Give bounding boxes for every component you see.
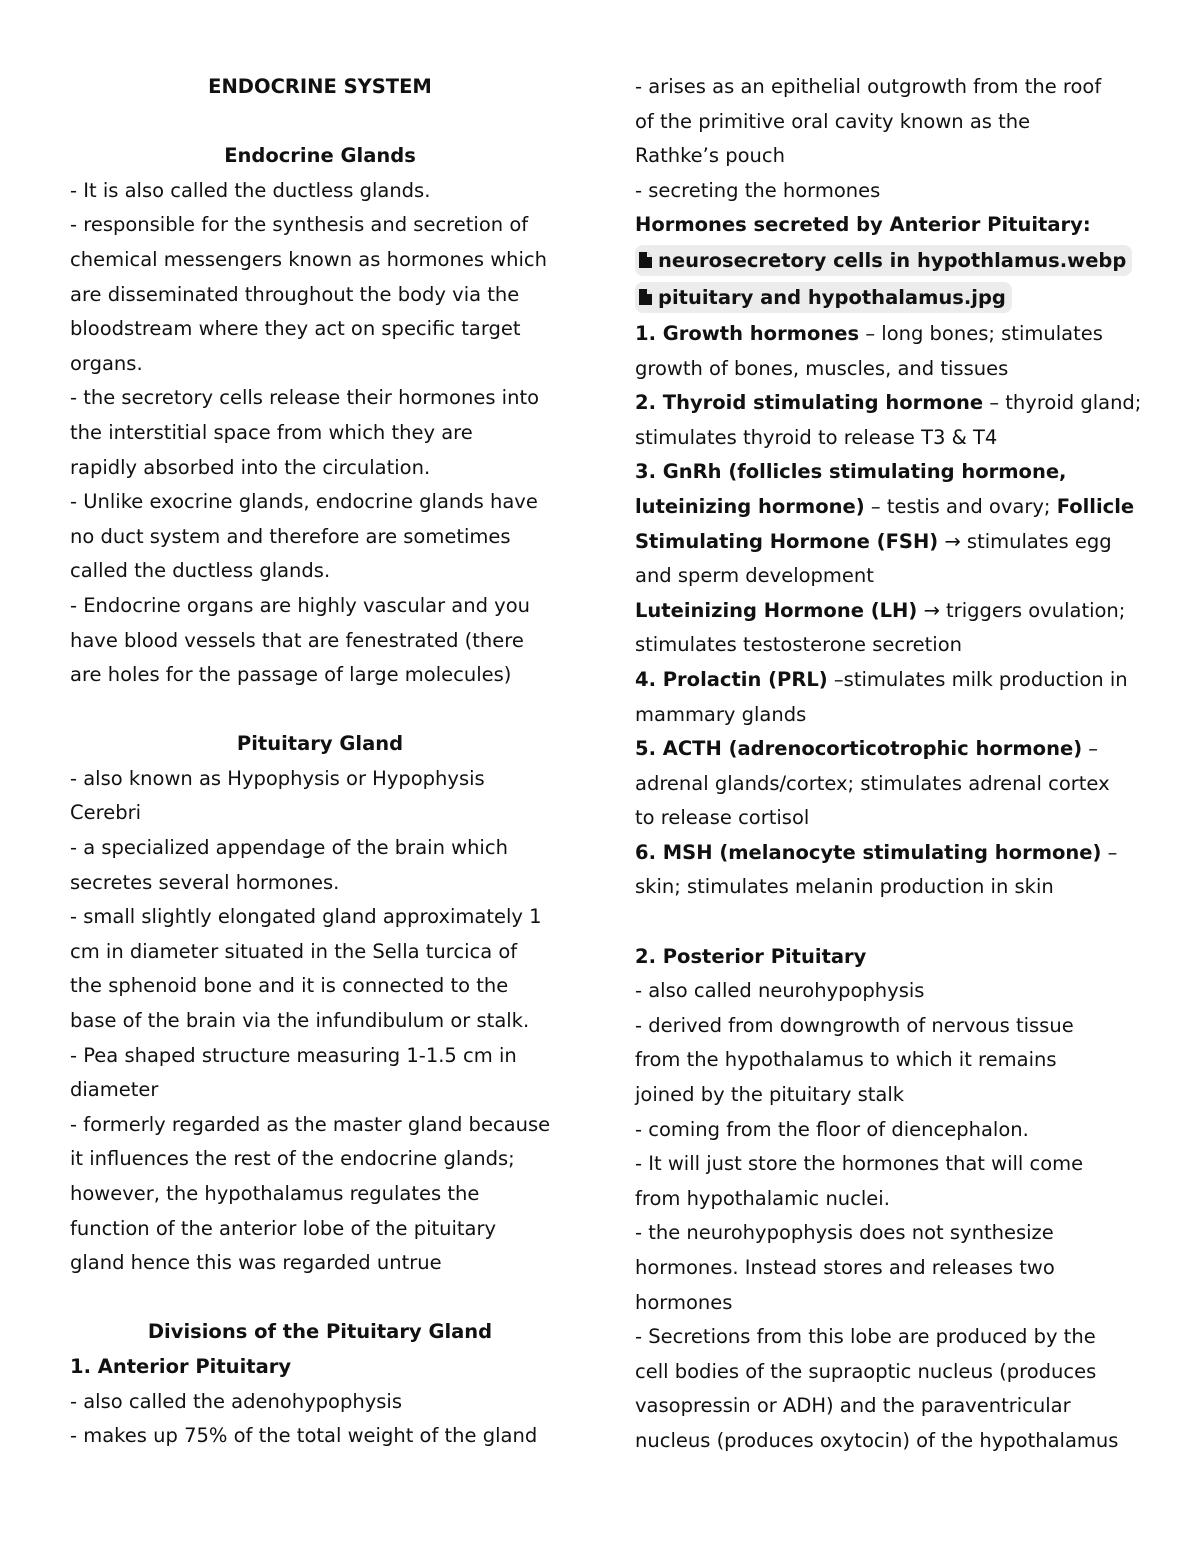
section-heading-endocrine-glands: Endocrine Glands: [224, 144, 416, 168]
text-line: have blood vessels that are fenestrated (there: [70, 628, 524, 652]
text-line: - makes up 75% of the total weight of the gland: [70, 1424, 538, 1448]
text-line: - Endocrine organs are highly vascular and you: [70, 593, 531, 617]
hormone-desc: –: [1082, 737, 1099, 761]
hormone-desc: –stimulates milk production in: [827, 667, 1128, 691]
text-line: hormones: [635, 1290, 733, 1314]
text-line: and sperm development: [635, 564, 874, 588]
text-line: - derived from downgrowth of nervous tissue: [635, 1013, 1074, 1037]
text-line: - It will just store the hormones that will come: [635, 1152, 1084, 1176]
attachment-chip-webp[interactable]: [635, 245, 1132, 276]
text-line: rapidly absorbed into the circulation.: [70, 455, 431, 479]
text-line: - It is also called the ductless glands.: [70, 178, 431, 202]
text-line: - responsible for the synthesis and secretion of: [70, 213, 529, 237]
text-line: skin; stimulates melanin production in skin: [635, 875, 1054, 899]
text-line: nucleus (produces oxytocin) of the hypothalamus: [635, 1428, 1119, 1452]
text-line: - also called neurohypophysis: [635, 979, 925, 1003]
text-line: cm in diameter situated in the Sella turcica of: [70, 939, 518, 963]
text-line: function of the anterior lobe of the pituitary: [70, 1216, 497, 1240]
text-line: growth of bones, muscles, and tissues: [635, 356, 1009, 380]
section-heading-divisions: Divisions of the Pituitary Gland: [147, 1320, 493, 1344]
pituitary-gland-body: [70, 762, 570, 1281]
text-line: called the ductless glands.: [70, 559, 331, 583]
text-line: Rathke’s pouch: [635, 144, 785, 168]
attachment-label: pituitary and hypothalamus.jpg: [658, 285, 1006, 309]
text-line: gland hence this was regarded untrue: [70, 1251, 442, 1275]
hormone-item-4: [635, 663, 1135, 698]
section-heading-pituitary-gland: Pituitary Gland: [236, 732, 404, 756]
text-line: - the secretory cells release their hormones into: [70, 386, 540, 410]
hormone-item-3: 3. GnRh (follicles stimulating hormone,: [635, 460, 1067, 484]
text-line: to release cortisol: [635, 806, 810, 830]
hormone-name: 6. MSH (melanocyte stimulating hormone): [635, 840, 1102, 864]
hormone-desc: –: [1101, 840, 1118, 864]
text-line: - Unlike exocrine glands, endocrine glands have: [70, 490, 538, 514]
hormone-name: Luteinizing Hormone (LH): [635, 598, 918, 622]
hormone-desc: → stimulates egg: [938, 529, 1112, 553]
document-title: ENDOCRINE SYSTEM: [208, 75, 432, 98]
hormone-desc: – testis and ovary;: [864, 494, 1057, 518]
hormone-name: 1. Growth hormones: [635, 321, 860, 345]
text-line: Cerebri: [70, 801, 142, 825]
text-line: no duct system and therefore are sometimes: [70, 524, 511, 548]
text-line: of the primitive oral cavity known as the: [635, 109, 1031, 133]
left-column: [70, 70, 570, 1454]
text-line: stimulates testosterone secretion: [635, 633, 963, 657]
hormone-item-6: [635, 836, 1135, 871]
text-line: diameter: [70, 1078, 159, 1102]
text-line: stimulates thyroid to release T3 & T4: [635, 425, 998, 449]
text-line: organs.: [70, 351, 143, 375]
attachment-row: [635, 243, 1135, 280]
text-line: the sphenoid bone and it is connected to the: [70, 974, 509, 998]
text-line: the interstitial space from which they are: [70, 420, 473, 444]
hormone-desc: – thyroid gland;: [983, 391, 1142, 415]
text-line: cell bodies of the supraoptic nucleus (produces: [635, 1359, 1097, 1383]
hormone-name: 2. Thyroid stimulating hormone: [635, 391, 984, 415]
text-line: base of the brain via the infundibulum or stalk.: [70, 1009, 530, 1033]
hormone-name: 4. Prolactin (PRL): [635, 667, 828, 691]
text-line: [635, 594, 1135, 629]
hormone-name: 5. ACTH (adrenocorticotrophic hormone): [635, 737, 1083, 761]
text-line: - small slightly elongated gland approximately 1: [70, 905, 542, 929]
file-icon: [639, 289, 652, 305]
spacer: [70, 105, 570, 140]
text-line: secretes several hormones.: [70, 870, 340, 894]
spacer: [70, 1281, 570, 1316]
text-line: are holes for the passage of large molecules): [70, 663, 512, 687]
text-line: are disseminated throughout the body via the: [70, 282, 520, 306]
text-line: mammary glands: [635, 702, 807, 726]
hormone-desc: → triggers ovulation;: [917, 598, 1126, 622]
text-line: it influences the rest of the endocrine glands;: [70, 1147, 515, 1171]
text-line: however, the hypothalamus regulates the: [70, 1182, 480, 1205]
text-line: - a specialized appendage of the brain which: [70, 836, 508, 860]
hormones-heading: Hormones secreted by Anterior Pituitary:: [635, 213, 1091, 237]
attachment-chip-jpg[interactable]: [635, 282, 1012, 313]
text-line: - also called the adenohypophysis: [70, 1389, 403, 1413]
text-line: - also known as Hypophysis or Hypophysis: [70, 766, 485, 790]
text-line: [635, 525, 1135, 560]
file-icon: [639, 252, 652, 268]
text-line: vasopressin or ADH) and the paraventricular: [635, 1394, 1071, 1418]
text-line: - secreting the hormones: [635, 178, 881, 202]
text-line: - coming from the floor of diencephalon.: [635, 1117, 1029, 1141]
endocrine-glands-body: [70, 174, 570, 693]
subheading-posterior-pituitary: 2. Posterior Pituitary: [635, 944, 867, 968]
text-line: - formerly regarded as the master gland because: [70, 1112, 551, 1136]
hormone-name: luteinizing hormone): [635, 494, 865, 518]
text-line: hormones. Instead stores and releases two: [635, 1256, 1055, 1279]
hormone-name: Stimulating Hormone (FSH): [635, 529, 939, 553]
spacer: [70, 693, 570, 728]
text-line: from hypothalamic nuclei.: [635, 1186, 890, 1210]
text-line: - arises as an epithelial outgrowth from the roof: [635, 75, 1102, 98]
hormone-desc: – long bones; stimulates: [859, 321, 1103, 345]
right-column: [635, 70, 1142, 1459]
attachment-row: [635, 280, 1135, 317]
hormone-item-5: [635, 732, 1135, 767]
spacer: [635, 905, 1135, 940]
hormone-item-2: [635, 386, 1142, 421]
text-line: chemical messengers known as hormones which: [70, 247, 547, 271]
text-line: [635, 490, 1135, 525]
text-line: bloodstream where they act on specific target: [70, 317, 521, 341]
subheading-anterior-pituitary: 1. Anterior Pituitary: [70, 1354, 292, 1378]
text-line: from the hypothalamus to which it remains: [635, 1048, 1057, 1072]
text-line: - Secretions from this lobe are produced by the: [635, 1325, 1096, 1349]
text-line: joined by the pituitary stalk: [635, 1083, 905, 1107]
attachment-label: neurosecretory cells in hypothlamus.webp: [658, 248, 1127, 272]
text-line: adrenal glands/cortex; stimulates adrenal cortex: [635, 771, 1110, 795]
text-line: - Pea shaped structure measuring 1-1.5 cm in: [70, 1043, 517, 1067]
hormone-name: Follicle: [1056, 494, 1135, 518]
text-line: - the neurohypophysis does not synthesize: [635, 1221, 1054, 1245]
hormone-item-1: [635, 317, 1135, 352]
